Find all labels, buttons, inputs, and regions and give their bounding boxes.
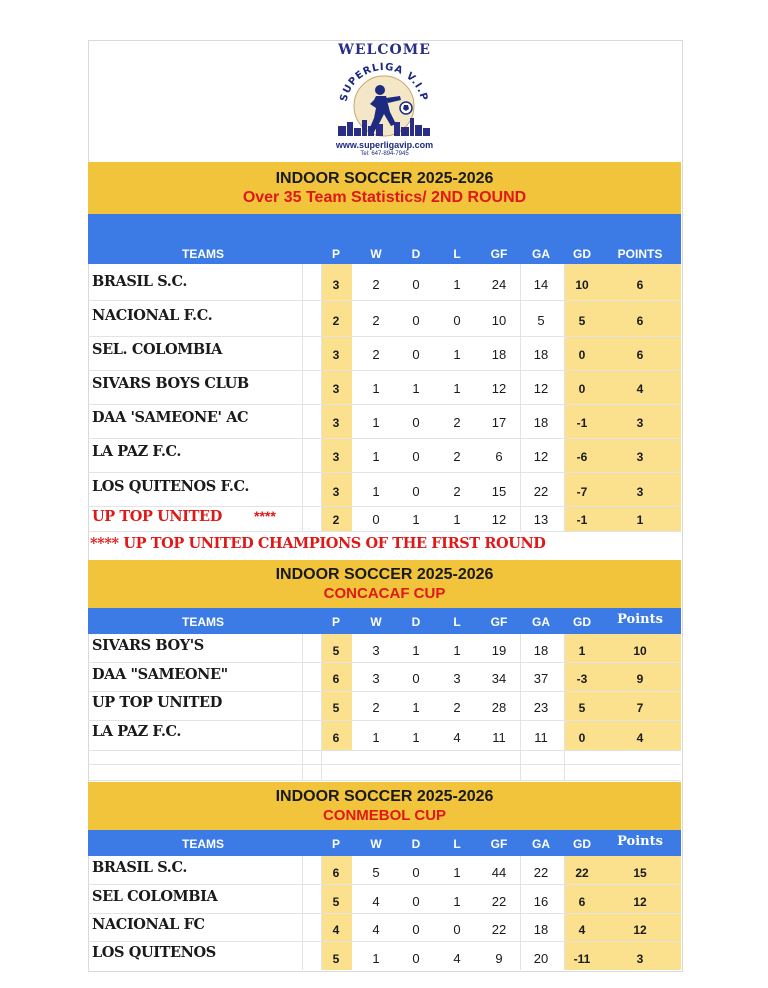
goals-against: 12 <box>533 449 549 464</box>
goal-difference: 22 <box>575 866 589 880</box>
points: 4 <box>636 382 644 396</box>
header-w: W <box>370 615 382 629</box>
wins: 2 <box>372 313 380 328</box>
points: 6 <box>636 348 644 362</box>
wins: 2 <box>372 700 380 715</box>
section3-title: INDOOR SOCCER 2025-2026 <box>275 788 494 805</box>
wins: 3 <box>372 643 380 658</box>
points: 6 <box>636 314 644 328</box>
goals-against: 20 <box>533 951 549 966</box>
table-row <box>88 506 681 532</box>
goal-difference: 10 <box>575 278 589 292</box>
points: 3 <box>636 450 644 464</box>
points: 3 <box>636 416 644 430</box>
points: 3 <box>636 952 644 966</box>
wins: 1 <box>372 484 380 499</box>
wins: 1 <box>372 730 380 745</box>
team-name: LA PAZ F.C. <box>92 723 182 740</box>
goals-for: 6 <box>495 449 503 464</box>
welcome-text: WELCOME <box>338 42 431 58</box>
goals-against: 13 <box>533 512 549 527</box>
losses: 1 <box>453 512 461 527</box>
losses: 1 <box>453 277 461 292</box>
section3-header-row <box>88 830 681 856</box>
played: 6 <box>332 731 340 745</box>
header-ga: GA <box>532 247 550 261</box>
table-row <box>88 856 681 885</box>
table-row <box>88 913 681 942</box>
draws: 0 <box>412 484 420 499</box>
header-w: W <box>370 247 382 261</box>
losses: 1 <box>453 347 461 362</box>
wins: 2 <box>372 347 380 362</box>
played: 5 <box>332 701 340 715</box>
losses: 0 <box>453 313 461 328</box>
grid-line <box>302 264 303 531</box>
header-teams: TEAMS <box>182 615 224 629</box>
header-p: P <box>331 837 340 851</box>
wins: 4 <box>372 922 380 937</box>
team-name: DAA 'SAMEONE' AC <box>92 409 249 426</box>
goal-difference: 5 <box>578 701 586 715</box>
wins: 2 <box>372 277 380 292</box>
logo-arc-text: SUPERLIGA V.I.P <box>338 61 430 103</box>
grid-line <box>520 264 521 531</box>
played: 5 <box>332 644 340 658</box>
team-name: DAA "SAMEONE" <box>92 666 228 683</box>
points: 7 <box>636 701 644 715</box>
header-gf: GF <box>490 247 508 261</box>
table-row <box>88 472 681 507</box>
team-name: SEL. COLOMBIA <box>92 341 222 358</box>
points: 10 <box>633 644 647 658</box>
team-name: SIVARS BOYS CLUB <box>92 375 249 392</box>
goal-difference: 0 <box>578 348 586 362</box>
table-row <box>88 300 681 337</box>
goals-against: 11 <box>534 730 548 745</box>
wins: 1 <box>372 415 380 430</box>
played: 3 <box>332 382 340 396</box>
header-p: P <box>331 247 340 261</box>
goals-against: 16 <box>533 894 549 909</box>
goal-difference: 5 <box>578 314 586 328</box>
goal-difference: -7 <box>576 485 588 499</box>
header-teams: TEAMS <box>182 837 224 851</box>
table-row <box>88 438 681 473</box>
team-name: LOS QUITENOS <box>92 944 216 961</box>
losses: 3 <box>453 671 461 686</box>
draws: 0 <box>412 449 420 464</box>
wins: 5 <box>372 865 380 880</box>
points: 3 <box>636 485 644 499</box>
goals-against: 5 <box>537 313 545 328</box>
header-l: L <box>453 247 461 261</box>
losses: 2 <box>453 415 461 430</box>
grid-line <box>321 634 322 780</box>
header-d: D <box>411 837 421 851</box>
goals-against: 22 <box>533 484 549 499</box>
table-row <box>88 720 681 751</box>
header-l: L <box>453 615 461 629</box>
header-l: L <box>453 837 461 851</box>
goals-for: 12 <box>491 381 507 396</box>
losses: 4 <box>453 730 461 745</box>
grid-line <box>302 634 303 780</box>
header-points: POINTS <box>617 247 663 261</box>
header-d: D <box>411 615 421 629</box>
played: 6 <box>332 672 340 686</box>
wins: 1 <box>372 381 380 396</box>
section1-title-band <box>88 162 681 214</box>
draws: 0 <box>412 922 420 937</box>
section2-title: INDOOR SOCCER 2025-2026 <box>275 566 494 583</box>
losses: 2 <box>453 449 461 464</box>
grid-line <box>520 856 521 970</box>
losses: 1 <box>453 894 461 909</box>
goals-for: 34 <box>491 671 507 686</box>
table-row <box>88 336 681 371</box>
table-row <box>88 884 681 914</box>
played: 3 <box>332 450 340 464</box>
draws: 1 <box>412 381 420 396</box>
goals-against: 18 <box>533 922 549 937</box>
grid-line <box>321 264 322 531</box>
header-ga: GA <box>532 837 550 851</box>
section3-subtitle: CONMEBOL CUP <box>322 807 447 824</box>
table-row <box>88 941 681 970</box>
team-name: LOS QUITENOS F.C. <box>92 478 250 495</box>
points: 12 <box>633 923 647 937</box>
goals-against: 18 <box>533 415 549 430</box>
champions-note: **** UP TOP UNITED CHAMPIONS OF THE FIRST ROUND <box>90 535 546 552</box>
draws: 0 <box>412 671 420 686</box>
empty-row <box>88 764 681 781</box>
header-ga: GA <box>532 615 550 629</box>
section1-header-row <box>88 214 681 264</box>
team-name: UP TOP UNITED <box>92 508 222 525</box>
wins: 4 <box>372 894 380 909</box>
header-gf: GF <box>490 615 508 629</box>
draws: 0 <box>412 865 420 880</box>
goal-difference: -1 <box>576 513 588 527</box>
section1-subtitle: Over 35 Team Statistics/ 2ND ROUND <box>242 189 527 206</box>
header-gd: GD <box>573 615 591 629</box>
goal-difference: 1 <box>578 644 586 658</box>
grid-line <box>321 856 322 970</box>
champion-stars: **** <box>254 508 276 524</box>
goals-for: 44 <box>491 865 507 880</box>
goals-against: 18 <box>533 347 549 362</box>
team-name: BRASIL S.C. <box>92 273 187 290</box>
grid-line <box>520 634 521 780</box>
goal-difference: -6 <box>576 450 588 464</box>
goals-for: 15 <box>491 484 507 499</box>
wins: 0 <box>372 512 380 527</box>
wins: 1 <box>372 449 380 464</box>
losses: 1 <box>453 865 461 880</box>
wins: 1 <box>372 951 380 966</box>
section2-subtitle: CONCACAF CUP <box>323 585 446 602</box>
section2-header-row <box>88 608 681 634</box>
played: 2 <box>332 314 340 328</box>
played: 4 <box>332 923 340 937</box>
soccer-player-logo-icon <box>324 56 444 142</box>
losses: 1 <box>453 643 461 658</box>
team-name: NACIONAL FC <box>92 916 205 933</box>
header-teams: TEAMS <box>182 247 224 261</box>
goals-for: 17 <box>491 415 507 430</box>
goals-for: 22 <box>491 894 507 909</box>
grid-line <box>564 264 565 531</box>
table-row <box>88 634 681 663</box>
header-gf: GF <box>490 837 508 851</box>
grid-line <box>564 634 565 780</box>
losses: 0 <box>453 922 461 937</box>
team-name: LA PAZ F.C. <box>92 443 182 460</box>
points: 9 <box>636 672 644 686</box>
goal-difference: 0 <box>578 731 586 745</box>
goal-difference: -11 <box>573 952 591 966</box>
goals-for: 19 <box>491 643 507 658</box>
team-name: NACIONAL F.C. <box>92 307 213 324</box>
losses: 2 <box>453 484 461 499</box>
goals-for: 22 <box>491 922 507 937</box>
goals-for: 9 <box>495 951 503 966</box>
draws: 1 <box>412 512 420 527</box>
draws: 0 <box>412 415 420 430</box>
header-p: P <box>331 615 340 629</box>
header-gd: GD <box>573 837 591 851</box>
points: 6 <box>636 278 644 292</box>
team-name: SEL COLOMBIA <box>92 888 218 905</box>
website-text: www.superligavip.com <box>335 140 434 150</box>
goals-against: 37 <box>533 671 549 686</box>
goal-difference: 0 <box>578 382 586 396</box>
draws: 0 <box>412 894 420 909</box>
draws: 0 <box>412 313 420 328</box>
goals-for: 18 <box>491 347 507 362</box>
draws: 0 <box>412 277 420 292</box>
section1-title: INDOOR SOCCER 2025-2026 <box>275 170 494 187</box>
header-d: D <box>411 247 421 261</box>
header-w: W <box>370 837 382 851</box>
goals-against: 22 <box>533 865 549 880</box>
goal-difference: -3 <box>576 672 588 686</box>
played: 6 <box>332 866 340 880</box>
played: 3 <box>332 278 340 292</box>
header-points: Points <box>617 612 663 627</box>
section3-title-band <box>88 782 681 830</box>
table-row <box>88 370 681 405</box>
table-row <box>88 691 681 721</box>
played: 5 <box>332 895 340 909</box>
goals-against: 23 <box>533 700 549 715</box>
draws: 1 <box>412 700 420 715</box>
grid-line <box>564 856 565 970</box>
played: 3 <box>332 348 340 362</box>
table-row <box>88 404 681 439</box>
goals-for: 11 <box>492 730 506 745</box>
goal-difference: -1 <box>576 416 588 430</box>
empty-row <box>88 750 681 765</box>
losses: 2 <box>453 700 461 715</box>
table-row <box>88 264 681 301</box>
points: 4 <box>636 731 644 745</box>
played: 5 <box>332 952 340 966</box>
wins: 3 <box>372 671 380 686</box>
goal-difference: 6 <box>578 895 586 909</box>
phone-text: Tel: 647-894-7945 <box>360 151 409 157</box>
points: 1 <box>636 513 644 527</box>
points: 15 <box>633 866 647 880</box>
goals-against: 18 <box>533 643 549 658</box>
goals-for: 28 <box>491 700 507 715</box>
losses: 4 <box>453 951 461 966</box>
grid-line <box>302 856 303 970</box>
losses: 1 <box>453 381 461 396</box>
played: 3 <box>332 416 340 430</box>
team-name: SIVARS BOY'S <box>92 637 204 654</box>
draws: 1 <box>412 730 420 745</box>
section2-title-band <box>88 560 681 608</box>
played: 2 <box>332 513 340 527</box>
superliga-logo <box>88 40 681 162</box>
draws: 1 <box>412 643 420 658</box>
header-gd: GD <box>573 247 591 261</box>
draws: 0 <box>412 347 420 362</box>
draws: 0 <box>412 951 420 966</box>
goals-against: 12 <box>533 381 549 396</box>
goals-for: 12 <box>491 512 507 527</box>
goal-difference: 4 <box>578 923 586 937</box>
team-name: BRASIL S.C. <box>92 859 187 876</box>
table-row <box>88 662 681 692</box>
team-name: UP TOP UNITED <box>92 694 222 711</box>
goals-for: 10 <box>491 313 507 328</box>
goals-against: 14 <box>533 277 549 292</box>
goals-for: 24 <box>491 277 507 292</box>
played: 3 <box>332 485 340 499</box>
points: 12 <box>633 895 647 909</box>
header-points: Points <box>617 834 663 849</box>
